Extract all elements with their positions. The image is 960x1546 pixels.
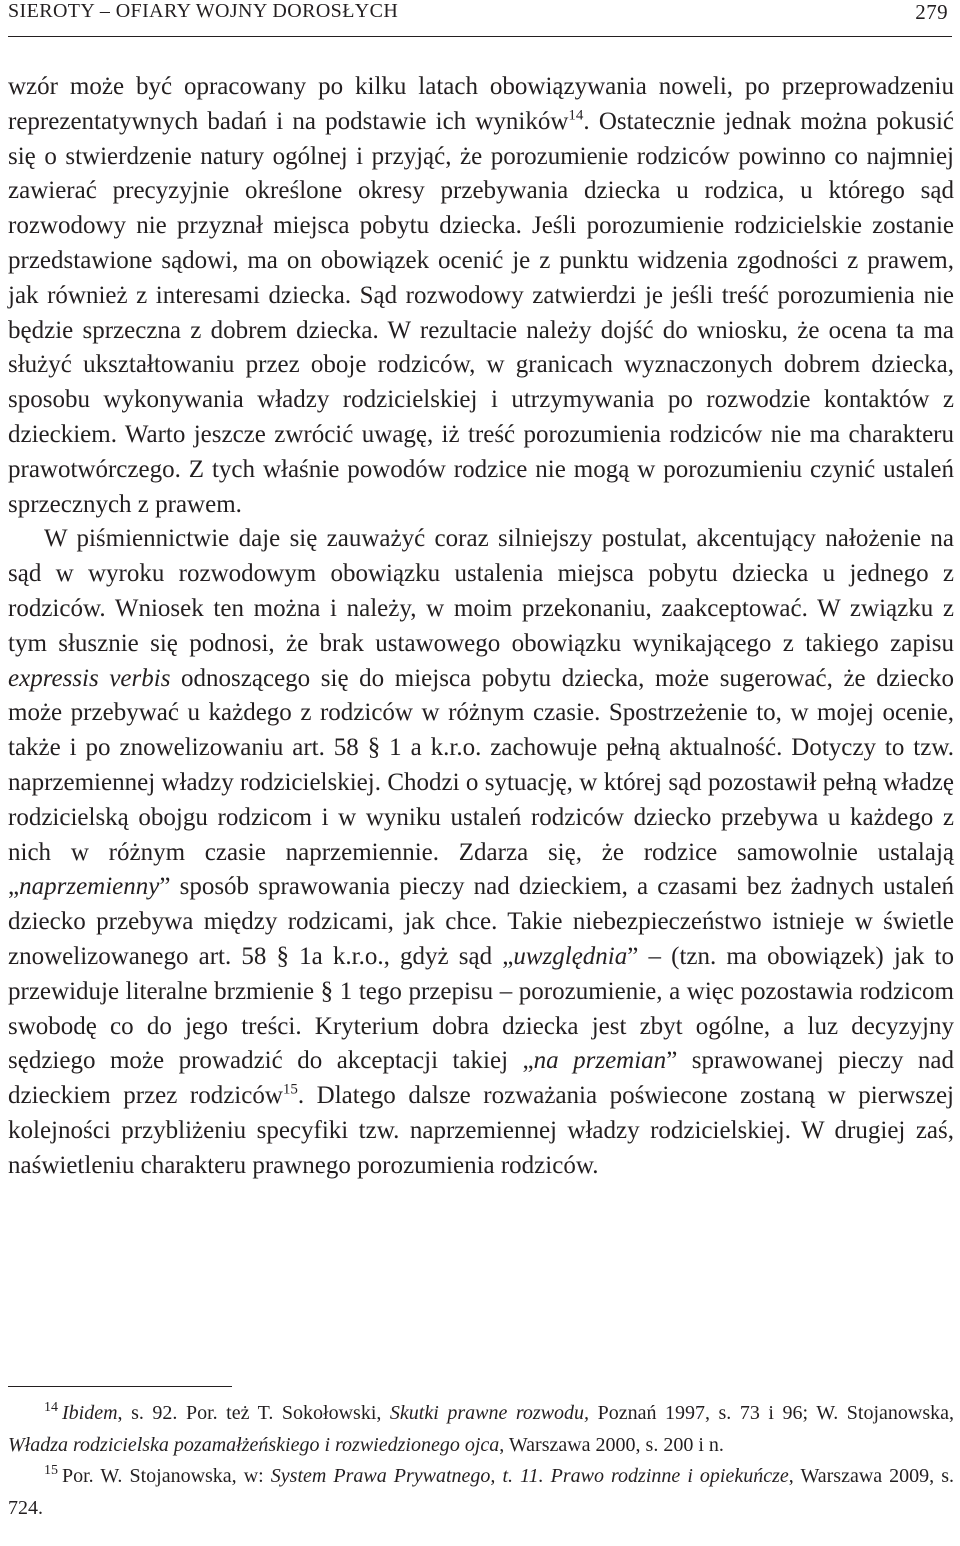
footnote-italic: Władza rodzicielska pozamałżeńskiego i rozwiedzionego ojca [8, 1433, 500, 1456]
italic-phrase: na przemian [533, 1047, 667, 1075]
paragraph-2-text-f: . Dlatego dalsze rozważania poświecone zostaną w pierwszej kolejności przybliżeniu specyfiki tzw. naprzemiennej władzy rodzicielskiej. W drugiej zaś, naświetleniu charakteru prawnego porozumienia rodziców. [8, 1082, 954, 1179]
running-title: SIEROTY – OFIARY WOJNY DOROSŁYCH [8, 0, 399, 22]
footnotes [8, 1398, 954, 1524]
footnote-separator [8, 1386, 232, 1387]
paragraph-2-text-a: W piśmiennictwie daje się zauważyć coraz silniejszy postulat, akcentujący nałożenie na sąd w wyroku rozwodowym obowiązku ustalenia miejsca pobytu dziecka u jednego z rodziców. Wniosek ten można i należy, w moim przekonaniu, zaakceptować. W związku z tym słusznie się podnosi, że brak ustawowego obowiązku wynikającego z takiego zapisu [8, 525, 954, 657]
paragraph-2 [8, 522, 954, 1183]
paragraph-2-text-c: ” sposób sprawowania pieczy nad dzieckiem, a czasami bez żadnych ustaleń dziecko przebywa między rodzicami, jak chce. Takie niebezpieczeństwo istnieje w świetle znowelizowanego art. 58 § 1a k.r.o., gdyż sąd „ [8, 873, 954, 970]
footnote-15 [8, 1461, 954, 1524]
footnote-text: Poznań 1997, s. 73 i 96; W. Stojanowska, [589, 1402, 955, 1424]
paragraph-2-text-d: ” – (tzn. ma obowiązek) jak to przewiduje literalne brzmienie § 1 tego przepisu – porozumienie, a więc pozostawia rodzicom swobodę co do jego treści. Kryterium dobra dziecka jest zbyt ogólne, a luz decyzyjny sędziego może prowadzić do akceptacji takiej „ [8, 942, 954, 1075]
footnote-text: , Warszawa 2000, s. 200 i n. [499, 1433, 724, 1456]
footnote-italic: System Prawa Prywatnego, t. 11. Prawo rodzinne i opiekuńcze [270, 1465, 789, 1487]
footnote-italic: Skutki prawne rozwodu, [389, 1402, 590, 1424]
italic-phrase: expressis verbis [8, 664, 171, 692]
footnote-italic: Ibidem [62, 1402, 118, 1424]
footnote-number: 15 [44, 1463, 58, 1479]
footnote-text: , Warszawa 2009, s. 724. [8, 1465, 955, 1519]
footnote-14 [8, 1398, 954, 1461]
footnote-text: Por. W. Stojanowska, w: [62, 1465, 271, 1487]
paragraph-2-text-b: odnoszącego się do miejsca pobytu dziecka, może sugerować, że dziecko może przebywać u każdego z rodziców w różnym czasie. Spostrzeżenie to, w mojej ocenie, także i po znowelizowaniu art. 58 § 1 a k.r.o. zachowuje pełną aktualność. Dotyczy to tzw. naprzemiennej władzy rodzicielskiej. Chodzi o sytuację, w której sąd pozostawił pełną władzę rodzicielską obojgu rodzicom i w wyniku ustaleń rodziców dziecko przebywa u każdego z nich w różnym czasie naprzemiennie. Zdarza się, że rodzice samowolnie ustalają „ [8, 664, 954, 901]
footnote-ref-15: 15 [282, 1081, 298, 1098]
paragraph-1 [8, 70, 954, 522]
footnote-ref-14: 14 [568, 107, 584, 124]
body-text [8, 70, 954, 1184]
italic-phrase: naprzemienny [19, 873, 160, 901]
header-rule [8, 36, 952, 37]
paragraph-1-text-b: . Ostatecznie jednak można pokusić się o stwierdzenie natury ogólnej i przyjąć, że porozumienie rodziców powinno co najmniej zawierać precyzyjnie określone okresy przebywania dziecka u rodzica, u którego sąd rozwodowy nie przyznał miejsca pobytu dziecka. Jeśli porozumienie rodzicielskie zostanie przedstawione sądowi, ma on obowiązek ocenić je z punktu widzenia zgodności z prawem, jak również z interesami dziecka. Sąd rozwodowy zatwierdzi je jeśli treść porozumienia nie będzie sprzeczna z dobrem dziecka. W rezultacie należy dojść do wniosku, że ocena ta ma służyć ukształtowaniu przez oboje rodziców, w granicach wyznaczonych dobrem dziecka, sposobu wykonywania władzy rodzicielskiej i utrzymywania po rozwodzie kontaktów z dzieckiem. Warto jeszcze zwrócić uwagę, iż treść porozumienia rodziców nie ma charakteru prawotwórczego. Z tych właśnie powodów rodzice nie mogą w porozumieniu czynić ustaleń sprzecznych z prawem. [8, 107, 954, 518]
paragraph-2-text-e: ” sprawowanej pieczy nad dzieckiem przez rodziców [8, 1047, 954, 1110]
footnote-text: , s. 92. Por. też T. Sokołowski, [117, 1402, 390, 1424]
paragraph-1-text-a: wzór może być opracowany po kilku latach obowiązywania noweli, po przeprowadzeniu reprezentatywnych badań i na podstawie ich wyników [8, 73, 954, 135]
italic-phrase: uwzględnia [513, 942, 628, 970]
running-header [8, 0, 952, 28]
page-number: 279 [915, 0, 948, 24]
footnote-number: 14 [44, 1400, 58, 1416]
